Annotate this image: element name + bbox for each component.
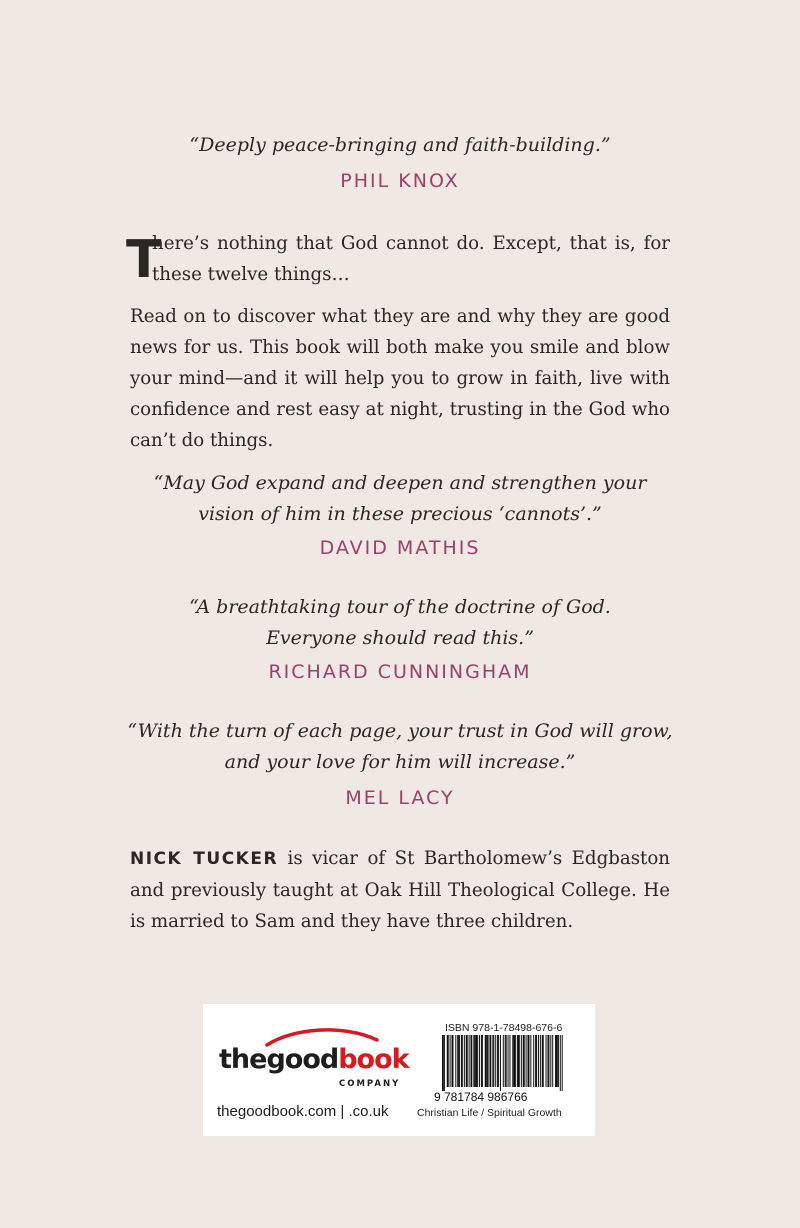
- author-name: NICK TUCKER: [130, 849, 279, 869]
- barcode-bar: [459, 1035, 460, 1087]
- barcode-bar: [560, 1035, 561, 1091]
- isbn-label: ISBN 978-1-78498-676-6: [445, 1022, 563, 1034]
- barcode-bar: [458, 1035, 459, 1087]
- quote-4: [0, 716, 800, 778]
- barcode-bar: [508, 1035, 509, 1087]
- barcode-bar: [448, 1035, 449, 1087]
- logo-text-part1: thegood: [219, 1044, 339, 1075]
- barcode-bar: [552, 1035, 553, 1087]
- barcode-bar: [473, 1035, 474, 1087]
- author-bio-text: is vicar of St Bartholomew’s Edgbaston and previously taught at Oak Hill Theological College. He is married to Sam and they have three children.: [130, 848, 671, 932]
- quote-3-line-1: “A breathtaking tour of the doctrine of God.: [189, 596, 611, 618]
- barcode-bar: [538, 1035, 539, 1087]
- drop-cap: T: [126, 230, 162, 290]
- barcode-bar: [535, 1035, 536, 1087]
- barcode-bar: [450, 1035, 451, 1087]
- barcode-bar: [543, 1035, 544, 1087]
- quote-1: [0, 130, 800, 161]
- book-category: Christian Life / Spiritual Growth: [417, 1107, 562, 1119]
- barcode-bar: [452, 1035, 453, 1087]
- quote-2: [0, 468, 800, 530]
- publisher-company: COMPANY: [339, 1079, 401, 1089]
- barcode-bar: [515, 1035, 516, 1087]
- quote-4-line-1: “With the turn of each page, your trust in God will grow,: [127, 720, 673, 742]
- barcode-bar: [455, 1035, 456, 1087]
- publisher-logo: [219, 1044, 409, 1075]
- barcode-bar: [469, 1035, 470, 1087]
- barcode-bar: [533, 1035, 534, 1087]
- quote-3-line-2: Everyone should read this.”: [266, 627, 534, 649]
- barcode-bar: [540, 1035, 541, 1087]
- barcode-bar: [556, 1035, 558, 1087]
- quote-2-line-1: “May God expand and deepen and strengthen your: [153, 472, 647, 494]
- barcode-bar: [474, 1035, 475, 1087]
- quote-1-line-1: “Deeply peace-bringing and faith-building.”: [189, 134, 611, 156]
- barcode-bar: [467, 1035, 468, 1087]
- barcode-bar: [528, 1035, 529, 1087]
- logo-text-part2: book: [338, 1044, 409, 1075]
- barcode-bar: [464, 1035, 465, 1087]
- barcode-bar: [485, 1035, 487, 1087]
- barcode-bar: [488, 1035, 489, 1087]
- barcode-bar: [461, 1035, 463, 1087]
- barcode-bar: [444, 1035, 445, 1091]
- barcode-bar: [562, 1035, 563, 1091]
- barcode-bar: [536, 1035, 537, 1087]
- barcode-icon: [434, 1035, 566, 1107]
- publisher-website: thegoodbook.com | .co.uk: [217, 1103, 389, 1120]
- barcode-bar: [481, 1035, 482, 1087]
- barcode-bar: [479, 1035, 480, 1087]
- barcode-bar: [558, 1035, 559, 1087]
- barcode-bar: [475, 1035, 477, 1087]
- barcode-bar: [442, 1035, 444, 1091]
- barcode-bar: [513, 1035, 515, 1087]
- quote-3-attribution: RICHARD CUNNINGHAM: [268, 661, 532, 683]
- barcode-bar: [509, 1035, 510, 1087]
- barcode-bar: [503, 1035, 504, 1087]
- barcode-bar: [492, 1035, 493, 1087]
- barcode-bar: [546, 1035, 547, 1087]
- barcode-bar: [495, 1035, 496, 1087]
- quote-4-attribution: MEL LACY: [345, 787, 455, 809]
- barcode-bar: [517, 1035, 518, 1087]
- author-bio: [130, 843, 670, 937]
- barcode-bar: [550, 1035, 551, 1087]
- barcode-bar: [498, 1035, 499, 1087]
- barcode-bar: [482, 1035, 483, 1087]
- barcode-bar: [512, 1035, 513, 1087]
- barcode-bar: [505, 1035, 506, 1087]
- barcode-bar: [493, 1035, 494, 1087]
- barcode-bar: [497, 1035, 498, 1087]
- barcode-bar: [518, 1035, 520, 1087]
- barcode-digits: 9 781784 986766: [434, 1090, 528, 1104]
- quote-1-attribution: PHIL KNOX: [340, 170, 460, 192]
- quote-3: [0, 592, 800, 654]
- barcode-bar: [487, 1035, 488, 1087]
- barcode-bar: [548, 1035, 549, 1087]
- publisher-box: [203, 1004, 595, 1136]
- barcode-bar: [500, 1035, 501, 1091]
- barcode-bar: [490, 1035, 492, 1087]
- barcode-bar: [555, 1035, 556, 1087]
- barcode-bar: [477, 1035, 478, 1087]
- barcode-bar: [457, 1035, 458, 1087]
- quote-2-attribution: DAVID MATHIS: [319, 537, 481, 559]
- barcode-bar: [530, 1035, 531, 1087]
- barcode-bar: [506, 1035, 507, 1087]
- barcode-bar: [521, 1035, 522, 1087]
- barcode-bar: [526, 1035, 527, 1087]
- intro-paragraph: here’s nothing that God cannot do. Except, that is, for these twelve things…: [152, 233, 670, 285]
- barcode-bar: [471, 1035, 473, 1087]
- quote-2-line-2: vision of him in these precious ‘cannots’.”: [198, 503, 602, 525]
- description-paragraph: Read on to discover what they are and why they are good news for us. This book will both make you smile and blow your mind—and it will help you to grow in faith, live with confidence and rest easy at night, trusting in the God who can’t do things.: [130, 306, 670, 451]
- quote-4-line-2: and your love for him will increase.”: [224, 751, 576, 773]
- barcode-bar: [547, 1035, 548, 1087]
- barcode-bar: [524, 1035, 525, 1087]
